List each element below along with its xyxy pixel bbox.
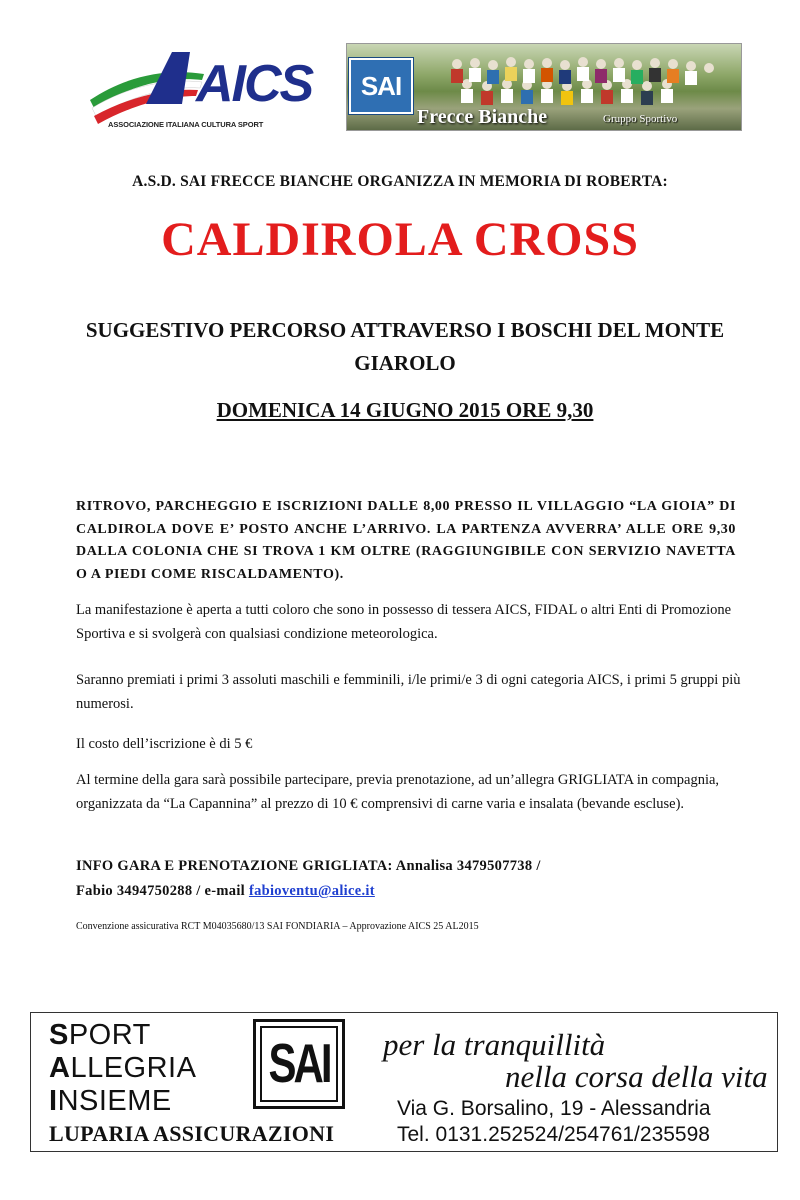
company-phone: Tel. 0131.252524/254761/235598 — [397, 1123, 710, 1146]
word-sport: SPORT — [49, 1019, 151, 1051]
paragraph-participation: La manifestazione è aperta a tutti coloro che sono in possesso di tessera AICS, FIDAL o altri Enti di Promozione Sportiva e si svolgerà con qualsiasi condizione meteorologica. — [76, 602, 732, 642]
banner-subtitle: Gruppo Sportivo — [603, 113, 678, 125]
sai-badge — [349, 58, 413, 114]
event-title: CALDIROLA CROSS — [161, 213, 639, 266]
paragraph-cost: Il costo dell’iscrizione è di 5 € — [76, 736, 253, 752]
event-subtitle: SUGGESTIVO PERCORSO ATTRAVERSO I BOSCHI DEL MONTE GIAROLO — [85, 318, 725, 375]
aics-logo — [86, 46, 313, 132]
info-contacts — [76, 854, 746, 904]
word-allegria: ALLEGRIA — [49, 1052, 197, 1084]
organizer-line: A.S.D. SAI FRECCE BIANCHE ORGANIZZA IN MEMORIA DI ROBERTA: — [132, 173, 668, 190]
aics-logo-text: AICS — [196, 55, 313, 113]
event-date: DOMENICA 14 GIUGNO 2015 ORE 9,30 — [216, 398, 594, 422]
email-link[interactable]: fabioventu@alice.it — [248, 883, 375, 899]
group-photo-crowd — [447, 54, 737, 114]
word-insieme: INSIEME — [49, 1085, 172, 1117]
company-name: LUPARIA ASSICURAZIONI — [49, 1121, 335, 1146]
info-line-2 — [76, 879, 746, 904]
sai-acronym-words — [49, 1019, 196, 1118]
insurance-note: Convenzione assicurativa RCT M04035680/13 SAI FONDIARIA – Approvazione AICS 25 AL2015 — [76, 921, 479, 932]
sponsor-footer — [30, 1012, 778, 1152]
sai-badge-text: SAI — [360, 70, 402, 101]
company-address: Via G. Borsalino, 19 - Alessandria — [397, 1097, 711, 1120]
paragraph-prizes: Saranno premiati i primi 3 assoluti maschili e femminili, i/le primi/e 3 di ogni categoria AICS, i primi 5 gruppi più numerosi. — [76, 672, 741, 712]
slogan-line-2: nella corsa della vita — [505, 1059, 768, 1094]
sai-footer-logo-text: SAI — [268, 1032, 330, 1094]
paragraph-grill: Al termine della gara sarà possibile partecipare, previa prenotazione, ad un’allegra GRIGLIATA in compagnia, organizzata da “La Capannina” al prezzo di 10 € comprensivi di carne varia e insalata (bevande escluse). — [76, 772, 720, 812]
aics-caption: ASSOCIAZIONE ITALIANA CULTURA SPORT — [108, 120, 264, 129]
banner-name: Frecce Bianche — [417, 106, 548, 128]
group-photo-banner — [346, 43, 742, 131]
intro-paragraph: RITROVO, PARCHEGGIO E ISCRIZIONI DALLE 8,00 PRESSO IL VILLAGGIO “LA GIOIA” DI CALDIROLA DOVE E’ POSTO ANCHE L’ARRIVO. LA PARTENZA AVVERRA’ ALLE ORE 9,30 DALLA COLONIA CHE SI TROVA 1 KM OLTRE (RAGGIUNGIBILE CON SERVIZIO NAVETTA O A PIEDI COME RISCALDAMENTO). — [76, 499, 736, 582]
info-line-2-text: Fabio 3494750288 / e-mail — [76, 883, 249, 899]
info-line-1: INFO GARA E PRENOTAZIONE GRIGLIATA: Annalisa 3479507738 / — [76, 858, 541, 874]
sai-footer-logo — [253, 1019, 345, 1109]
slogan-line-1: per la tranquillità — [383, 1027, 606, 1062]
